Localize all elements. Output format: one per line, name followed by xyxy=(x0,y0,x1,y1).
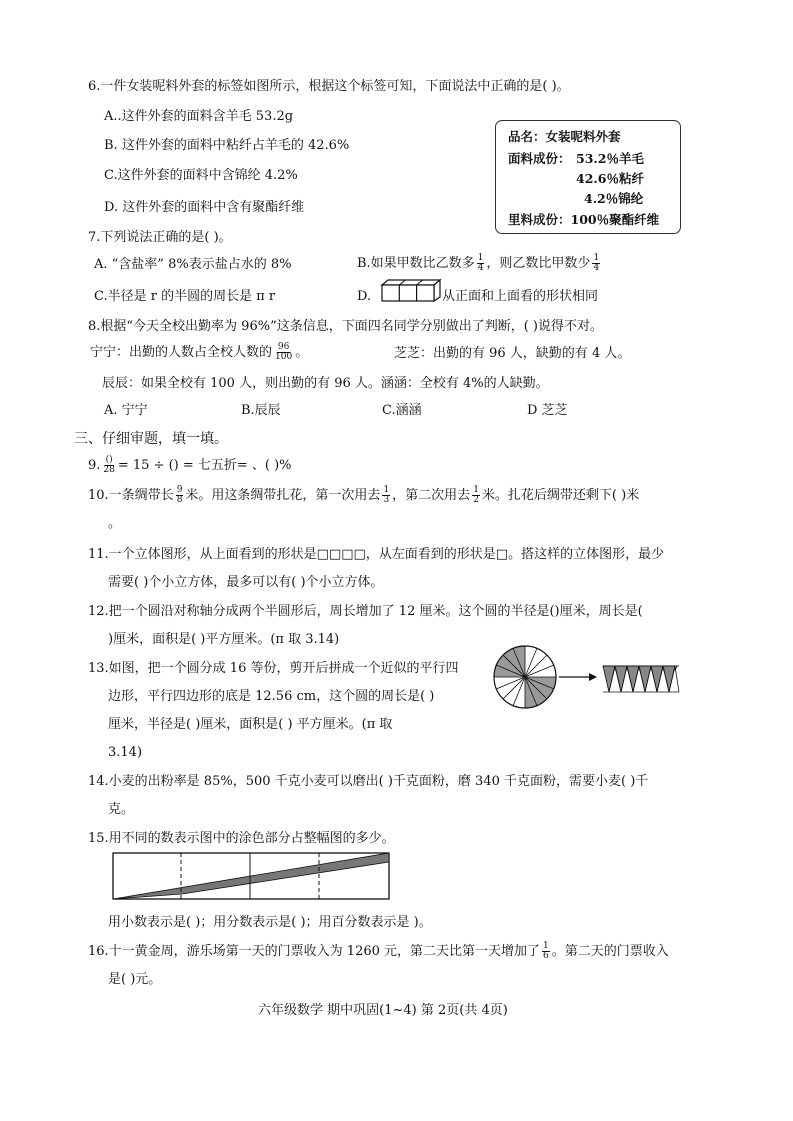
q14-line-2: 克。 xyxy=(108,802,135,817)
q7-stem: 7.下列说法正确的是( )。 xyxy=(88,230,232,245)
q8-ningning-text: 宁宁：出勤的人数占全校人数的 xyxy=(90,345,273,360)
q7-b-text-1: B.如果甲数比乙数多 xyxy=(357,256,475,271)
q7-frac2-den: 4 xyxy=(593,263,600,273)
q7-option-d-text: 从正面和上面看的形状相同 xyxy=(442,289,599,304)
q8-option-c: C.涵涵 xyxy=(382,403,422,418)
q9-frac-num: () xyxy=(105,455,113,465)
q8-option-a: A. 宁宁 xyxy=(104,403,148,418)
q8-chenchen: 辰辰：如果全校有 100 人，则出勤的有 96 人。涵涵：全校有 4%的人缺勤。 xyxy=(102,376,549,391)
q10-f1-num: 9 xyxy=(176,485,183,495)
q9-fraction xyxy=(102,456,115,475)
q8-stem: 8.根据“今天全校出勤率为 96%”这条信息，下面四名同学分别做出了判断，( )说得不对。 xyxy=(88,319,603,334)
parallelogram-strips xyxy=(603,666,679,692)
label-name: 品名：女装呢料外套 xyxy=(508,129,621,144)
q13-line-2: 边形，平行四边形的底是 12.56 cm，这个圆的周长是( ) xyxy=(108,689,435,704)
q6-stem: 6.一件女装呢料外套的标签如图所示，根据这个标签可知，下面说法中正确的是( )。 xyxy=(88,79,570,94)
q9 xyxy=(88,456,292,475)
garment-label xyxy=(495,120,681,234)
q10-fraction-2 xyxy=(382,486,390,505)
q8-option-b: B.辰辰 xyxy=(241,403,281,418)
q7-option-d-label: D. xyxy=(357,289,372,304)
q9-number: 9. xyxy=(88,458,101,473)
divided-circle xyxy=(494,646,556,708)
q10-text-2: 米。用这条绸带扎花，第一次用去 xyxy=(185,488,381,503)
q8-ningning xyxy=(90,343,308,362)
page-footer: 六年级数学 期中巩固(1~4) 第 2页(共 4页) xyxy=(258,1003,508,1018)
q16-line-2: 是( )元。 xyxy=(108,972,162,987)
label-fabric-3: 4.2％锦纶 xyxy=(584,191,644,206)
section-3-heading: 三、仔细审题，填一填。 xyxy=(74,431,228,447)
q10-f1-den: 8 xyxy=(176,495,183,505)
shaded-rectangle-figure xyxy=(112,852,390,900)
q8-ningning-end: 。 xyxy=(295,345,309,360)
q16-text-1: 16.十一黄金周，游乐场第一天的门票收入为 1260 元，第二天比第一天增加了 xyxy=(88,944,541,959)
q16-text-2: 。第二天的门票收入 xyxy=(551,944,669,959)
q7-fraction-1 xyxy=(477,254,485,273)
q6-option-d: D. 这件外套的面料中含有聚酯纤维 xyxy=(104,200,305,215)
label-lining: 里料成份：100％聚酯纤维 xyxy=(508,212,660,227)
q10-text-4: 米。扎花后绸带还剩下( )米 xyxy=(481,488,640,503)
q10-text-3: ，第二次用去 xyxy=(392,488,471,503)
q7-fraction-2 xyxy=(592,254,600,273)
q16-frac-num: 1 xyxy=(543,941,549,951)
q12-line-2: )厘米，面积是( )平方厘米。(π 取 3.14) xyxy=(108,632,340,647)
q15-answer: 用小数表示是( )；用分数表示是( )；用百分数表示是 )。 xyxy=(108,915,432,930)
label-fabric-2: 42.6％粘纤 xyxy=(576,171,644,186)
q12-line-1: 12.把一个圆沿对称轴分成两个半圆形后，周长增加了 12 厘米。这个圆的半径是()厘米，周长是( xyxy=(88,604,643,619)
q8-option-d: D 芝芝 xyxy=(527,403,568,418)
q10-f2-num: 1 xyxy=(383,485,390,495)
q13-line-3: 厘米，半径是( )厘米，面积是( ) 平方厘米。(π 取 xyxy=(108,717,393,732)
q6-option-a: A..这件外套的面料含羊毛 53.2g xyxy=(104,109,294,124)
q10-fraction-3 xyxy=(472,486,480,505)
q10-f3-num: 1 xyxy=(473,485,479,495)
q10-f3-den: 2 xyxy=(473,495,479,505)
q6-option-c: C.这件外套的面料中含锦纶 4.2% xyxy=(104,168,298,183)
cubes-figure xyxy=(380,278,442,302)
q7-frac1-num: 1 xyxy=(477,253,484,263)
q8-zhizhi: 芝芝：出勤的有 96 人，缺勤的有 4 人。 xyxy=(394,346,631,361)
q10-f2-den: 3 xyxy=(383,495,390,505)
q6-option-b: B. 这件外套的面料中粘纤占羊毛的 42.6% xyxy=(104,138,350,153)
q7-frac2-num: 1 xyxy=(593,253,600,263)
q8-frac-num: 96 xyxy=(277,342,290,352)
q16-fraction xyxy=(542,942,550,961)
q10-text-1: 10.一条绸带长 xyxy=(88,488,174,503)
q10-fraction-1 xyxy=(176,486,184,505)
q13-line-1: 13.如图，把一个圆分成 16 等份，剪开后拼成一个近似的平行四 xyxy=(88,661,459,676)
q9-frac-den: 28 xyxy=(103,465,115,475)
q11-line-2: 需要( )个小立方体，最多可以有( )个小立方体。 xyxy=(108,575,384,590)
q14-line-1: 14.小麦的出粉率是 85%，500 千克小麦可以磨出( )千克面粉，磨 340 千克面粉，需要小麦( )千 xyxy=(88,774,649,789)
q10-line-1 xyxy=(88,486,639,505)
q9-text: = 15 ÷ () = 七五折= 、( )% xyxy=(117,458,292,473)
q7-frac1-den: 4 xyxy=(477,263,484,273)
q7-option-b xyxy=(357,254,602,273)
q8-ningning-fraction xyxy=(274,343,293,362)
q7-b-text-2: ，则乙数比甲数少 xyxy=(486,256,591,271)
arrow-head xyxy=(589,673,597,681)
q7-option-c: C.半径是 r 的半圆的周长是 π r xyxy=(94,289,276,304)
q10-line-2: 。 xyxy=(108,516,122,531)
q7-option-a: A. “含盐率” 8%表示盐占水的 8% xyxy=(94,257,292,272)
q15-stem: 15.用不同的数表示图中的涂色部分占整幅图的多少。 xyxy=(88,831,395,846)
label-fabric-key: 面料成份： xyxy=(508,151,571,166)
q13-line-4: 3.14) xyxy=(108,745,143,760)
q11-line-1: 11.一个立体图形，从上面看到的形状是□□□□，从左面看到的形状是□。搭这样的立体图形，最少 xyxy=(88,547,665,562)
label-fabric-1: 53.2％羊毛 xyxy=(576,151,644,166)
q16-line-1 xyxy=(88,942,669,961)
circle-to-parallelogram-figure xyxy=(493,644,689,710)
q8-frac-den: 100 xyxy=(275,352,293,362)
q16-frac-den: 6 xyxy=(543,951,549,961)
